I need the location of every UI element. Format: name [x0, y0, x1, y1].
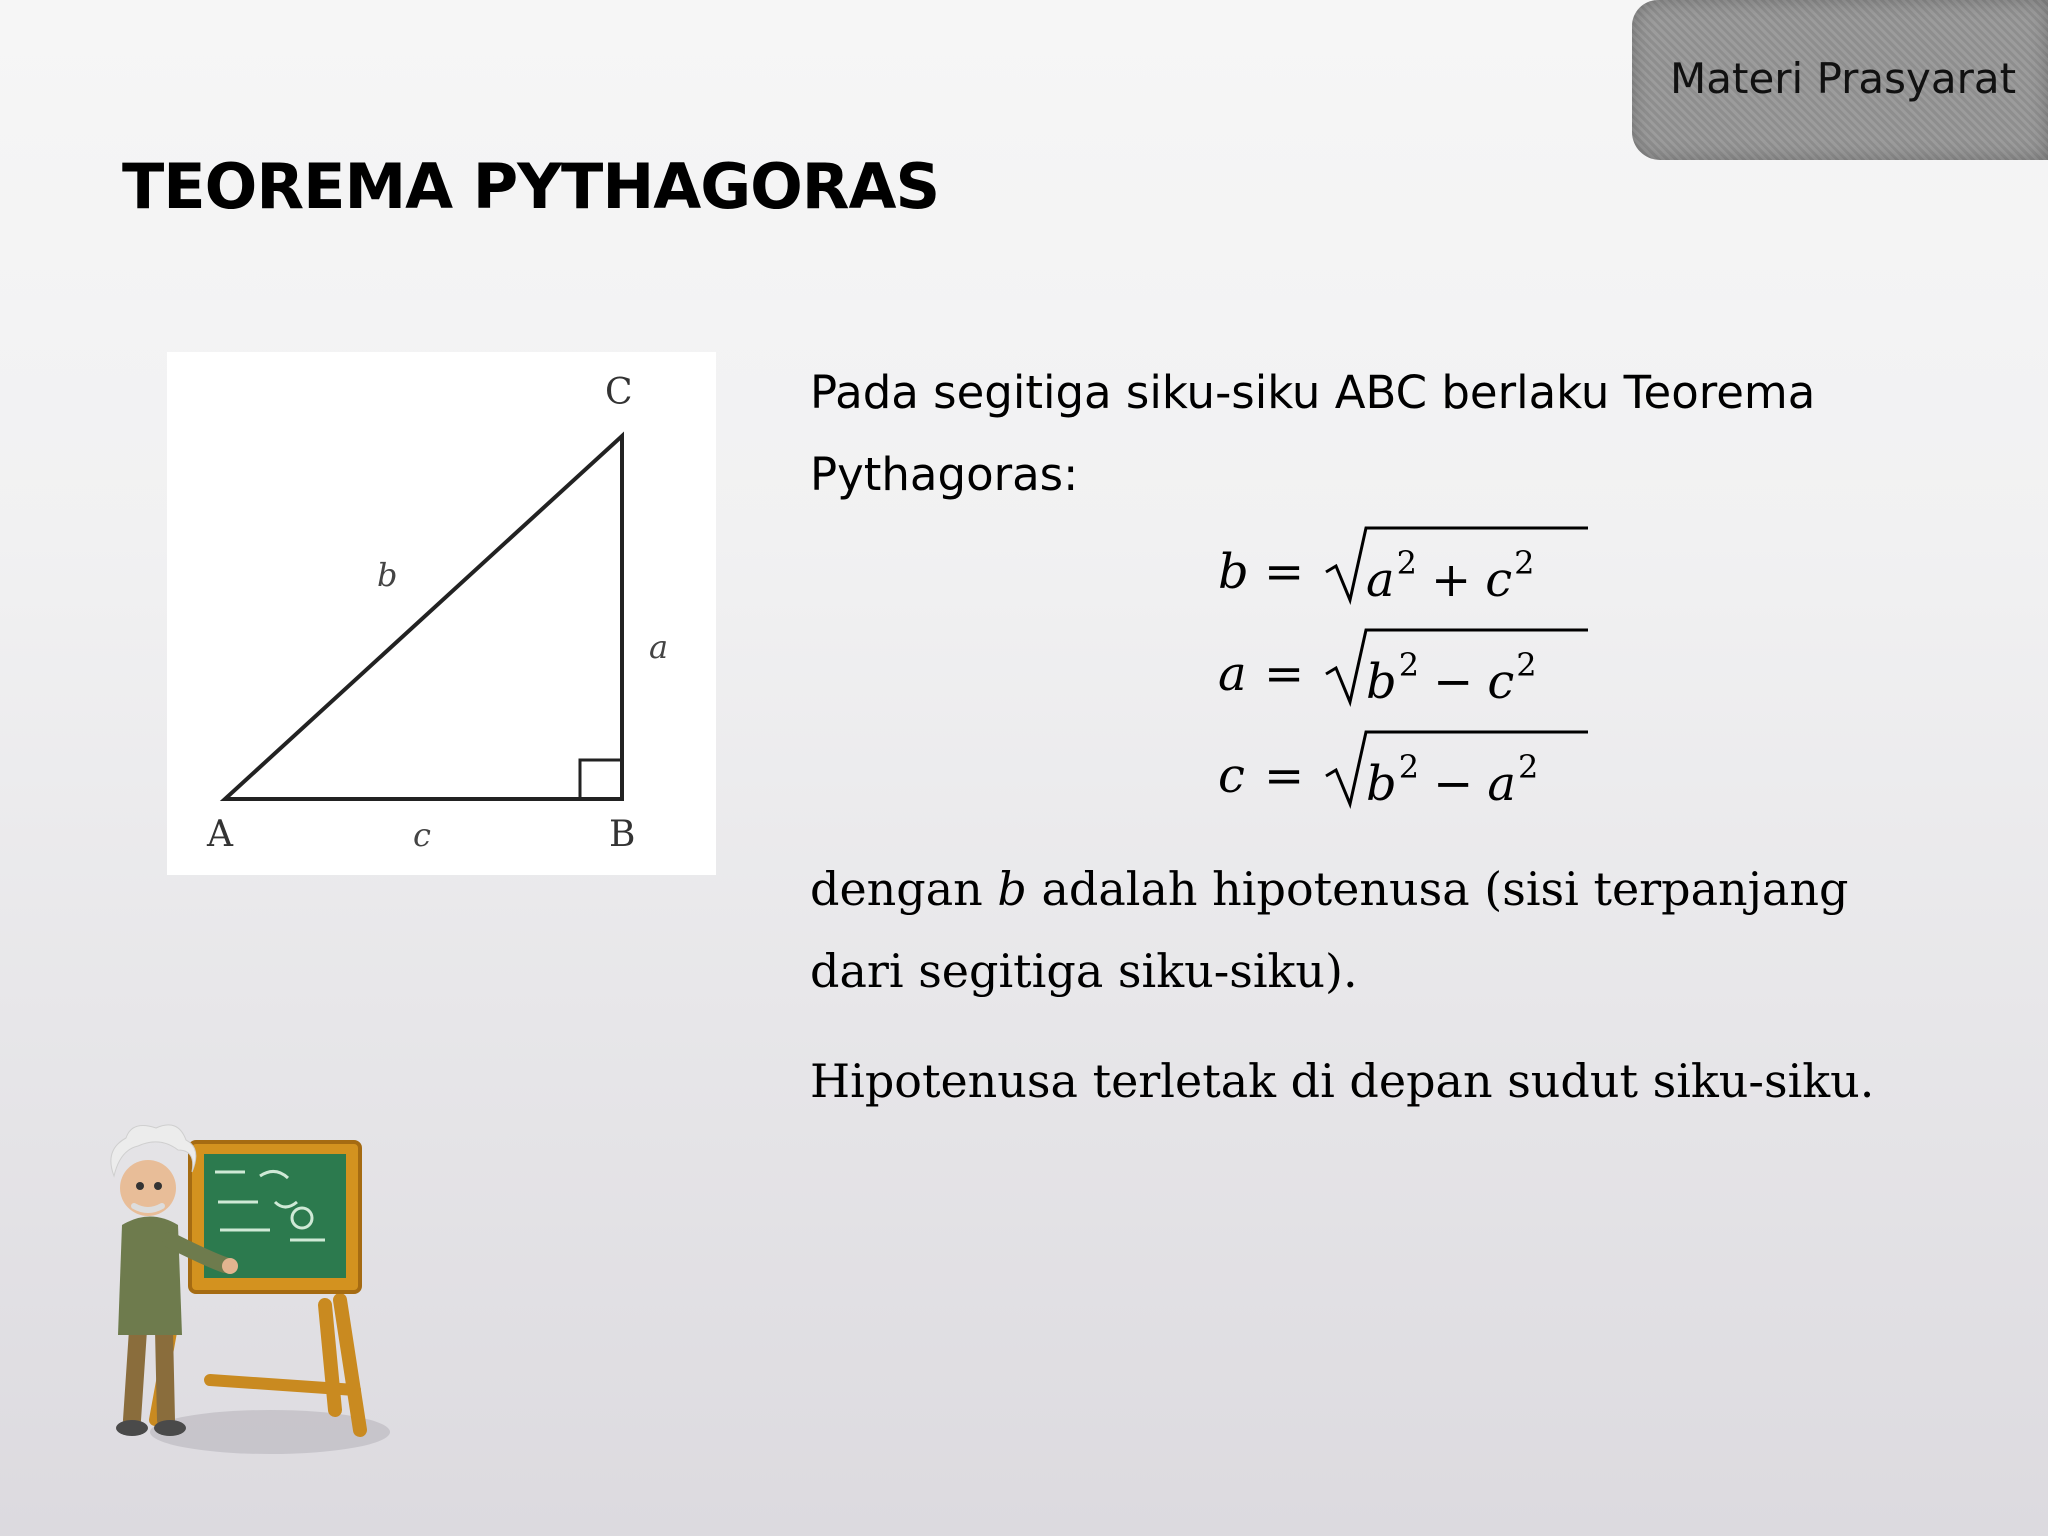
- side-label-b: b: [377, 556, 398, 594]
- side-label-c: c: [413, 816, 431, 854]
- hypotenuse-note: Hipotenusa terletak di depan sudut siku-siku.: [810, 1054, 1875, 1108]
- section-tag-label: Materi Prasyarat: [1670, 54, 2017, 103]
- intro-text: Pada segitiga siku-siku ABC berlaku Teorema Pythagoras:: [810, 366, 1816, 501]
- explanation-text: dengan b adalah hipotenusa (sisi terpanjang dari segitiga siku-siku).: [810, 862, 1849, 998]
- teacher-at-chalkboard-icon: [90, 1090, 400, 1474]
- vertex-label-a: A: [207, 814, 233, 855]
- section-tag: [1632, 0, 2048, 160]
- page-title: TEOREMA PYTHAGORAS: [122, 150, 940, 223]
- triangle-figure: [167, 352, 716, 875]
- right-angle-marker: [580, 760, 622, 799]
- vertex-label-b: B: [609, 814, 636, 855]
- side-label-a: a: [649, 628, 669, 666]
- vertex-label-c: C: [605, 372, 633, 413]
- triangle-outline: [225, 436, 622, 799]
- right-triangle-diagram: [167, 352, 716, 875]
